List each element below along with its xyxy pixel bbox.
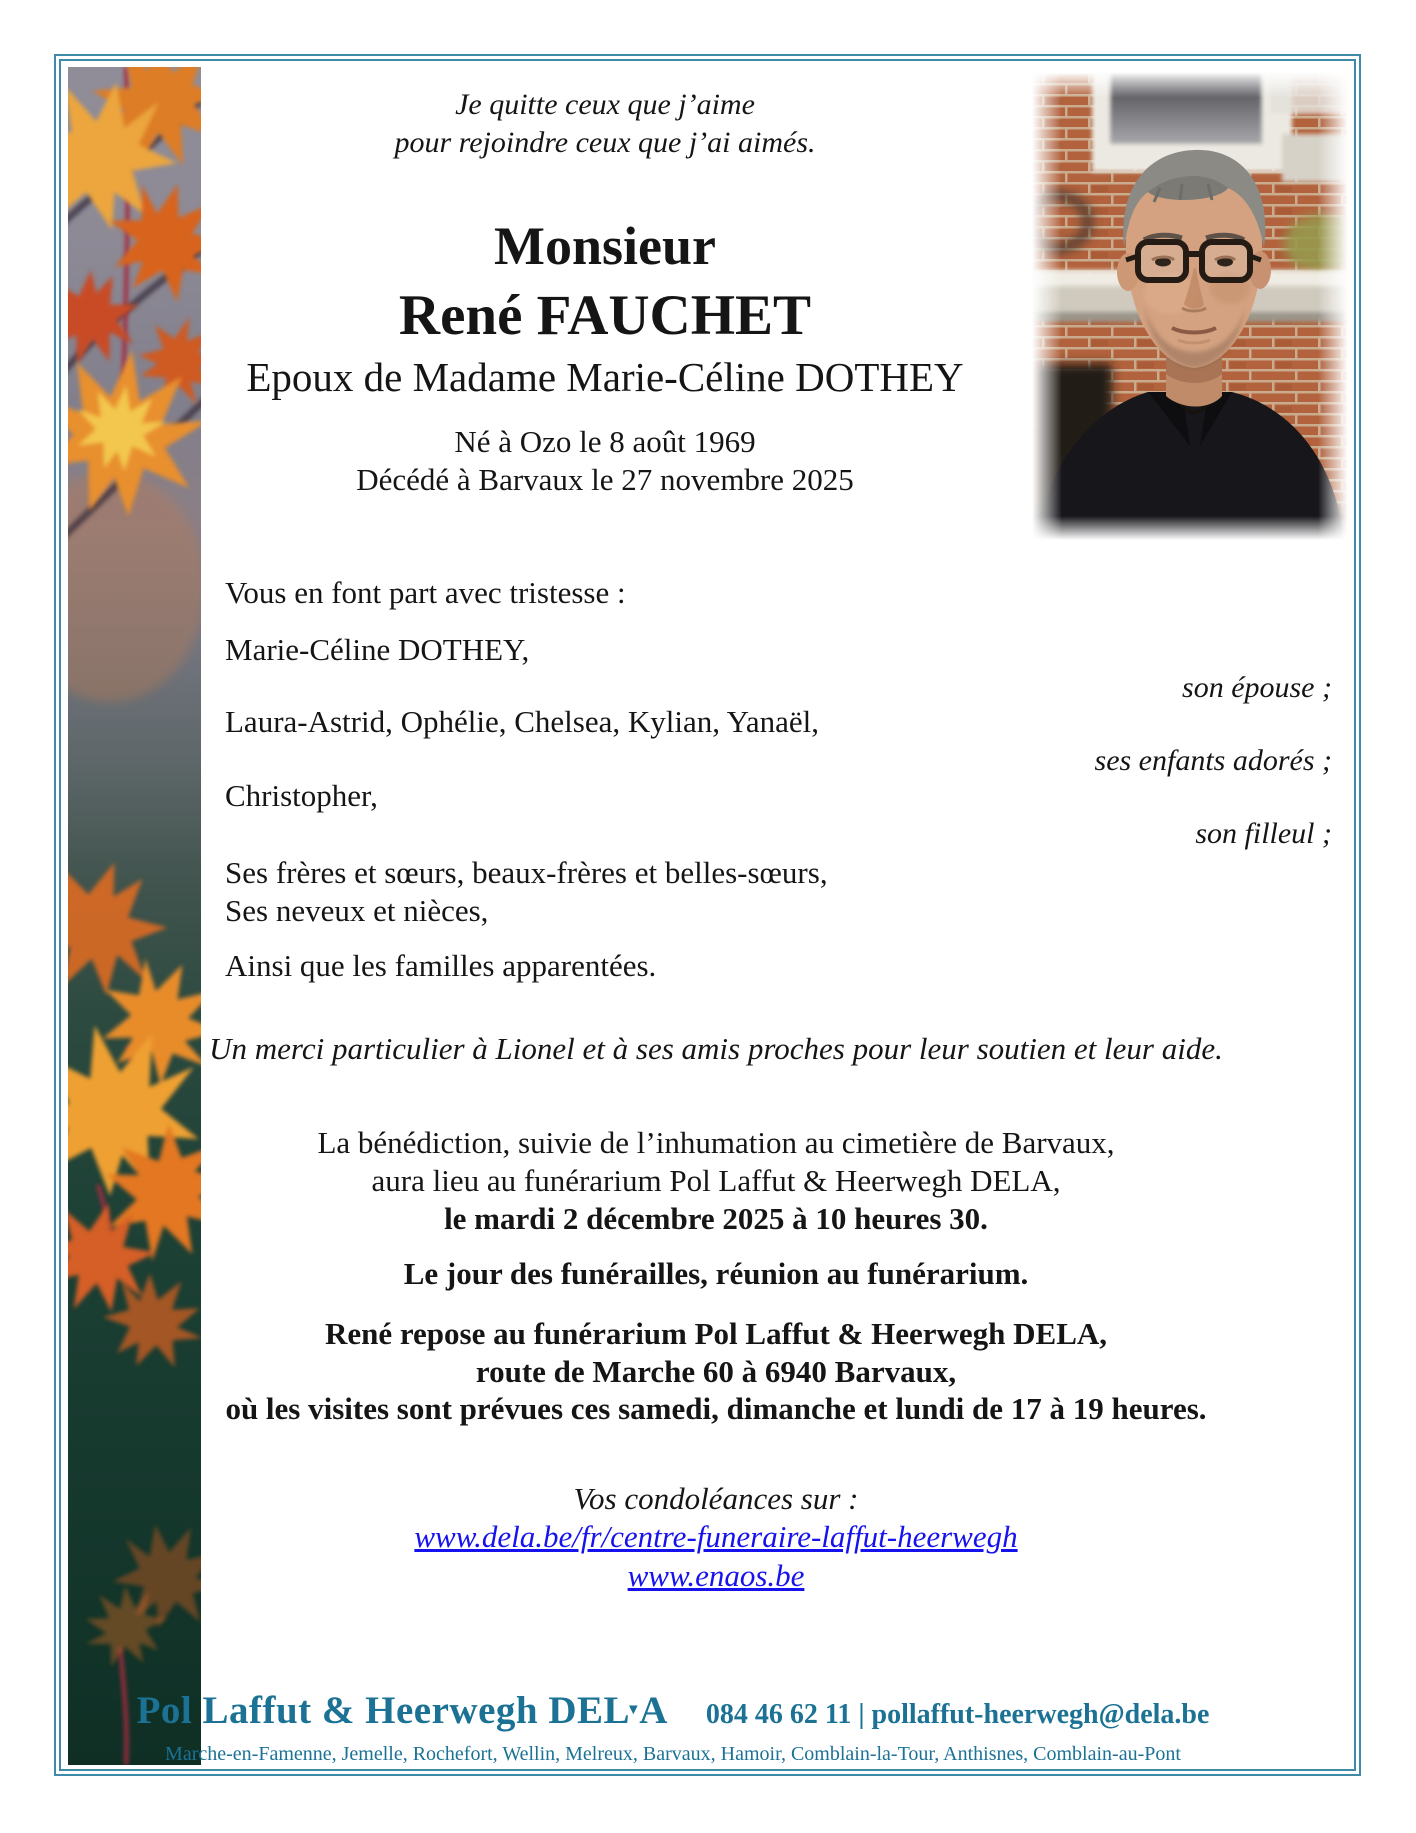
death-line: Décédé à Barvaux le 27 novembre 2025 [356, 462, 854, 497]
family-row-relation: son filleul ; [1195, 817, 1332, 850]
footer-brand-prefix: Pol Laffut & Heerwegh [136, 1689, 549, 1732]
condolence-link-dela[interactable]: www.dela.be/fr/centre-funeraire-laffut-heerwegh [414, 1519, 1018, 1554]
repose-line-1: René repose au funérarium Pol Laffut & Heerwegh DELA, [324, 1316, 1108, 1351]
family-row-relation: ses enfants adorés ; [1094, 744, 1332, 777]
family-row-names: Marie-Céline DOTHEY, [225, 632, 530, 667]
deceased-name: René FAUCHET [398, 284, 812, 347]
family-row-names: Christopher, [225, 778, 378, 813]
footer-contact: 084 46 62 11 | pollaffut-heerwegh@dela.be [705, 1699, 1210, 1730]
portrait-photo [1032, 72, 1348, 540]
repose-line-3: où les visites sont prévues ces samedi, dimanche et lundi de 17 à 19 heures. [225, 1391, 1207, 1426]
spouse-line: Epoux de Madame Marie-Céline DOTHEY [246, 354, 964, 400]
nephews-line: Ses neveux et nièces, [225, 893, 489, 928]
family-row-relation: son épouse ; [1182, 671, 1332, 704]
portrait-illustration [1032, 72, 1348, 540]
footer-brand-del: DEL [548, 1689, 631, 1732]
ceremony-line-1: La bénédiction, suivie de l’inhumation au cimetière de Barvaux, [317, 1125, 1115, 1160]
footer-brand-a: A [639, 1689, 668, 1732]
epigraph-line-1: Je quitte ceux que j’aime [455, 88, 755, 121]
siblings-line: Ses frères et sœurs, beaux-frères et belles-sœurs, [225, 855, 828, 890]
ceremony-line-2: aura lieu au funérarium Pol Laffut & Heerwegh DELA, [371, 1163, 1061, 1198]
footer-brand-line [68, 1688, 1278, 1733]
dela-triangle-mark-icon: ▼ [626, 1701, 642, 1718]
condolences-label: Vos condoléances sur : [573, 1481, 859, 1516]
birth-line: Né à Ozo le 8 août 1969 [454, 424, 756, 459]
footer-localities: Marche-en-Famenne, Jemelle, Rochefort, Wellin, Melreux, Barvaux, Hamoir, Comblain-la-Tour, Anthisnes, Comblain-au-Pont [165, 1743, 1181, 1765]
family-row-names: Laura-Astrid, Ophélie, Chelsea, Kylian, Yanaël, [225, 704, 820, 739]
announcement-intro: Vous en font part avec tristesse : [225, 575, 626, 610]
autumn-leaves-illustration [68, 67, 201, 1765]
condolence-link-enaos[interactable]: www.enaos.be [627, 1558, 805, 1593]
reunion-line: Le jour des funérailles, réunion au funérarium. [403, 1256, 1029, 1291]
thanks-line: Un merci particulier à Lionel et à ses amis proches pour leur soutien et leur aide. [209, 1031, 1223, 1066]
ceremony-line-3: le mardi 2 décembre 2025 à 10 heures 30. [444, 1201, 988, 1236]
repose-line-2: route de Marche 60 à 6940 Barvaux, [475, 1354, 957, 1389]
epigraph-line-2: pour rejoindre ceux que j’ai aimés. [394, 126, 816, 159]
footer-brand [137, 1689, 668, 1732]
autumn-leaves-photo [68, 67, 201, 1765]
families-line: Ainsi que les familles apparentées. [225, 948, 657, 983]
title-monsieur: Monsieur [494, 216, 716, 276]
